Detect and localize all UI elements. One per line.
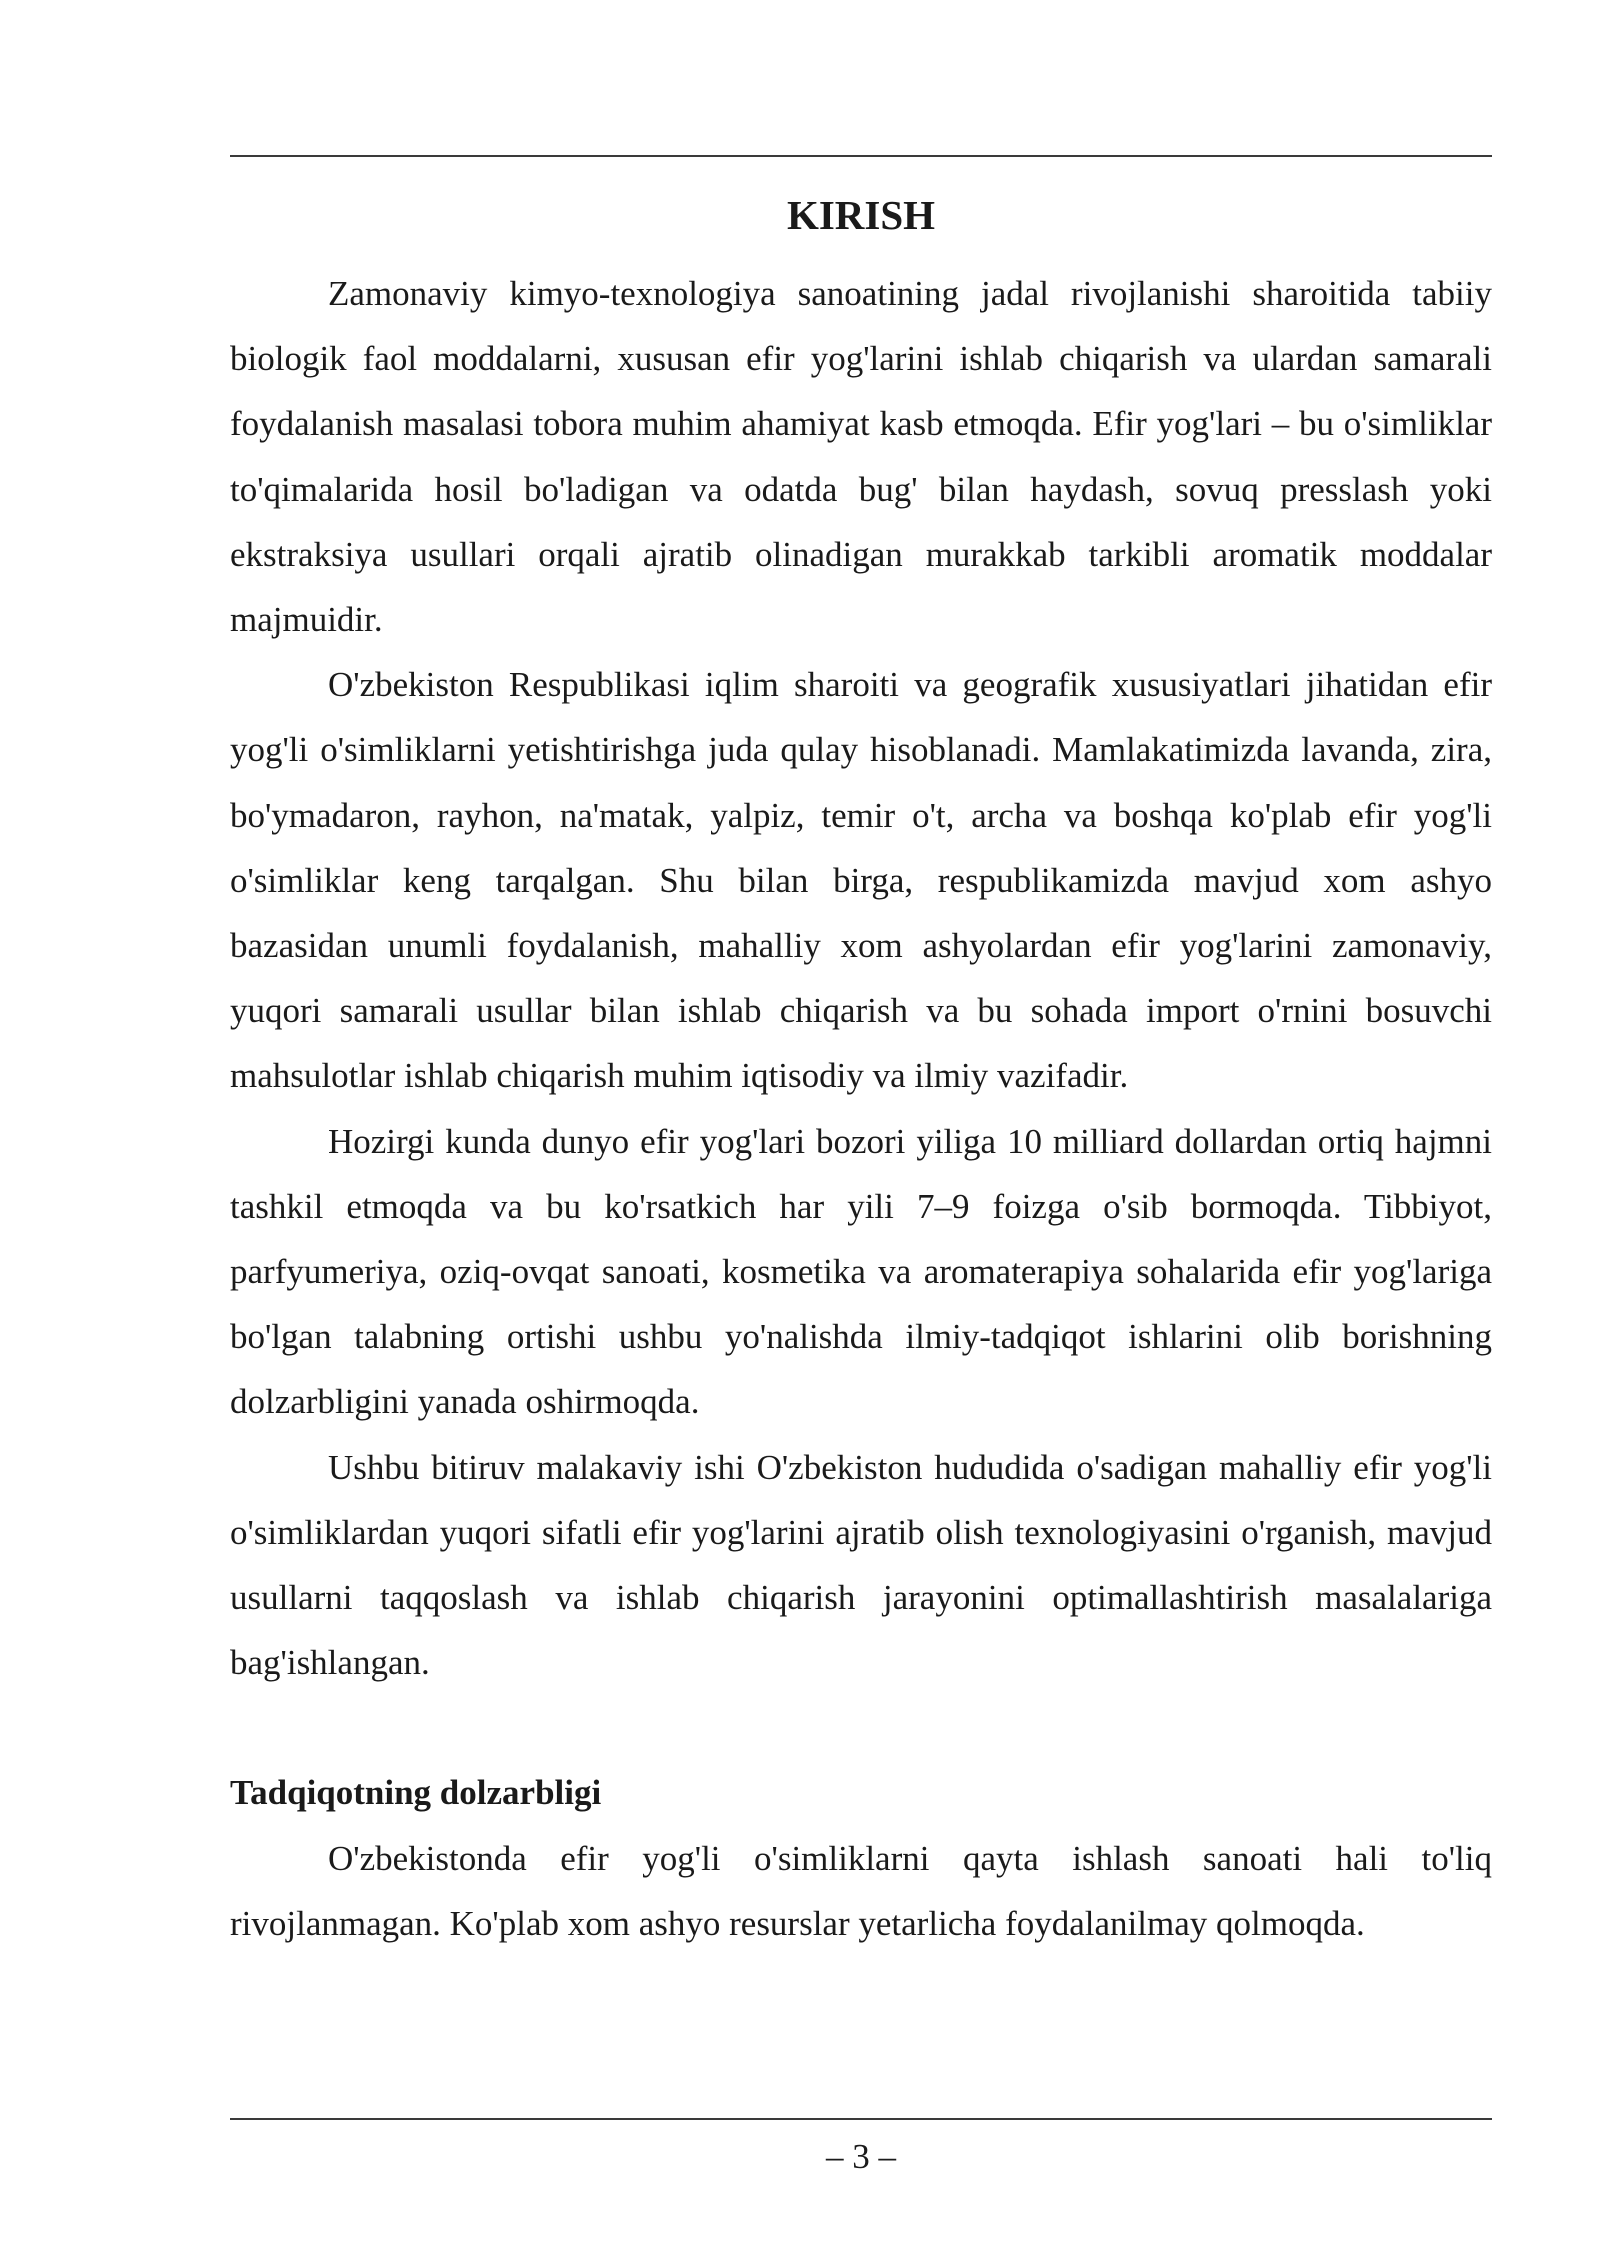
header-rule	[230, 155, 1492, 157]
body-paragraph-2: O'zbekiston Respublikasi iqlim sharoiti va geografik xususiyatlari jihatidan efir yog'li o'simliklarni yetishtirishga juda qulay hisoblanadi. Mamlakatimizda lavanda, zira, bo'ymadaron, rayhon, na'matak, yalpiz, temir o't, archa va boshqa ko'plab efir yog'li o'simliklar keng tarqalgan. Shu bilan birga, respublikamizda mavjud xom ashyo bazasidan unumli foydalanish, mahalliy xom ashyolardan efir yog'larini zamonaviy, yuqori samarali usullar bilan ishlab chiqarish va bu sohada import o'rnini bosuvchi mahsulotlar ishlab chiqarish muhim iqtisodiy va ilmiy vazifadir.	[230, 665, 1492, 1096]
page-number: – 3 –	[826, 2137, 896, 2176]
page-content	[230, 185, 1492, 1956]
section-paragraph: O'zbekistonda efir yog'li o'simliklarni qayta ishlash sanoati hali to'liq rivojlanmagan. Ko'plab xom ashyo resurslar yetarlicha foydalanilmay qolmoqda.	[230, 1838, 1492, 1943]
footer-rule	[230, 2118, 1492, 2120]
body-paragraph-3: Hozirgi kunda dunyo efir yog'lari bozori yiliga 10 milliard dollardan ortiq hajmni tashkil etmoqda va bu ko'rsatkich har yili 7–9 foizga o'sib bormoqda. Tibbiyot, parfyumeriya, oziq-ovqat sanoati, kosmetika va aromaterapiya sohalarida efir yog'lariga bo'lgan talabning ortishi ushbu yo'nalishda ilmiy-tadqiqot ishlarini olib borishning dolzarbligini yanada oshirmoqda.	[230, 1121, 1492, 1422]
chapter-title: KIRISH	[786, 192, 936, 238]
body-paragraph-4: Ushbu bitiruv malakaviy ishi O'zbekiston hududida o'sadigan mahalliy efir yog'li o'simliklardan yuqori sifatli efir yog'larini ajratib olish texnologiyasini o'rganish, mavjud usullarni taqqoslash va ishlab chiqarish jarayonini optimallashtirish masalalariga bag'ishlangan.	[230, 1447, 1492, 1683]
section-spacer	[230, 1695, 1492, 1760]
body-paragraph-1: Zamonaviy kimyo-texnologiya sanoatining jadal rivojlanishi sharoitida tabiiy biologik faol moddalarni, xususan efir yog'larini ishlab chiqarish va ulardan samarali foydalanish masalasi tobora muhim ahamiyat kasb etmoqda. Efir yog'lari – bu o'simliklar to'qimalarida hosil bo'ladigan va odatda bug' bilan haydash, sovuq presslash yoki ekstraksiya usullari orqali ajratib olinadigan murakkab tarkibli aromatik moddalar majmuidir.	[230, 274, 1492, 640]
section-heading: Tadqiqotning dolzarbligi	[230, 1773, 602, 1813]
